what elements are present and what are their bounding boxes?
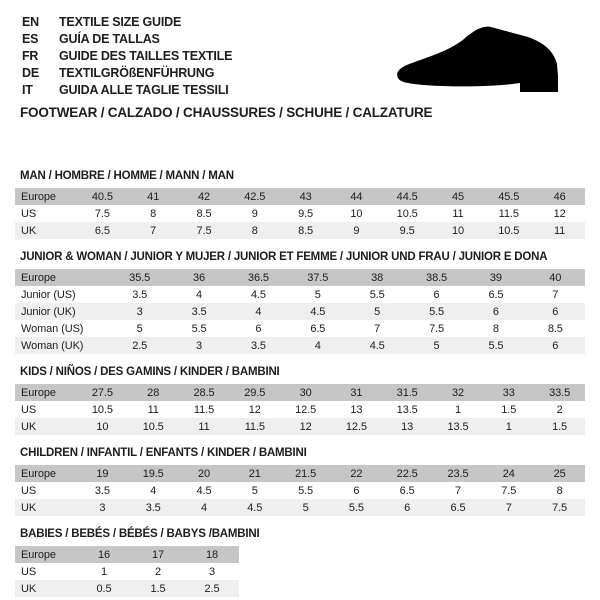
size-cell: 10.5 — [396, 207, 418, 220]
size-cell: 28.5 — [193, 386, 215, 399]
language-code: EN — [22, 14, 39, 29]
row-label: Woman (US) — [21, 322, 84, 335]
size-cell: 4.5 — [310, 305, 326, 318]
size-cell: 4.5 — [247, 501, 263, 514]
section-title: BABIES / BEBÉS / BÉBÉS / BABYS /BAMBINI — [20, 528, 260, 540]
category-title: FOOTWEAR / CALZADO / CHAUSSURES / SCHUHE / CALZATURE — [20, 105, 433, 120]
size-section — [15, 527, 585, 597]
size-cell: 4 — [196, 288, 203, 301]
size-cell: 3 — [136, 305, 143, 318]
size-cell: 8.5 — [196, 207, 212, 220]
size-cell: 6 — [353, 484, 360, 497]
size-cell: 2.5 — [204, 582, 220, 595]
size-cell: 5 — [374, 305, 381, 318]
size-cell: 8 — [492, 322, 499, 335]
size-cell: 10.5 — [142, 420, 164, 433]
size-cell: 12.5 — [295, 403, 317, 416]
size-cell: 11 — [452, 207, 464, 220]
size-cell: 31.5 — [396, 386, 418, 399]
size-cell: 42.5 — [244, 190, 266, 203]
table-row — [15, 222, 585, 239]
size-cell: 25 — [553, 467, 566, 480]
size-cell: 11.5 — [193, 403, 215, 416]
size-cell: 10.5 — [91, 403, 113, 416]
section-title: CHILDREN / INFANTIL / ENFANTS / KINDER / BAMBINI — [20, 447, 307, 459]
size-cell: 4.5 — [369, 339, 385, 352]
size-section — [15, 446, 585, 516]
size-cell: 10 — [96, 420, 109, 433]
size-cell: 3 — [99, 501, 106, 514]
size-cell: 37.5 — [307, 271, 329, 284]
size-cell: 7 — [552, 288, 559, 301]
size-cell: 23.5 — [447, 467, 469, 480]
size-cell: 39 — [489, 271, 502, 284]
size-cell: 44.5 — [396, 190, 418, 203]
language-row — [22, 30, 232, 47]
language-code: ES — [22, 31, 39, 46]
size-cell: 5.5 — [488, 339, 504, 352]
size-cell: 38.5 — [426, 271, 448, 284]
size-cell: 4 — [200, 501, 207, 514]
size-cell: 18 — [205, 548, 219, 561]
size-section — [15, 250, 585, 354]
row-label: Europe — [21, 548, 56, 561]
size-cell: 24 — [502, 467, 515, 480]
size-cell: 1.5 — [150, 582, 166, 595]
size-cell: 31 — [350, 386, 363, 399]
size-cell: 3.5 — [191, 305, 207, 318]
size-cell: 19.5 — [142, 467, 164, 480]
size-table — [15, 546, 239, 597]
row-label: Europe — [21, 386, 56, 399]
size-cell: 38 — [371, 271, 384, 284]
size-cell: 22 — [350, 467, 363, 480]
size-section — [15, 365, 585, 435]
size-cell: 7 — [505, 501, 512, 514]
size-table — [15, 384, 585, 435]
size-cell: 36 — [193, 271, 206, 284]
row-label: UK — [21, 582, 37, 595]
size-cell: 2 — [154, 565, 162, 578]
size-cell: 40 — [549, 271, 562, 284]
language-label: GUIDA ALLE TAGLIE TESSILI — [59, 82, 229, 97]
size-cell: 40.5 — [91, 190, 113, 203]
size-cell: 11 — [147, 403, 159, 416]
size-cell: 19 — [96, 467, 109, 480]
row-label: Europe — [21, 467, 56, 480]
size-cell: 21.5 — [295, 467, 317, 480]
row-label: Junior (US) — [21, 288, 76, 301]
size-cell: 11.5 — [498, 207, 519, 220]
size-cell: 12.5 — [345, 420, 367, 433]
table-row — [15, 384, 585, 401]
size-cell: 11 — [553, 224, 566, 237]
section-title: KIDS / NIÑOS / DES GAMINS / KINDER / BAMBINI — [20, 366, 280, 378]
row-label: UK — [21, 501, 37, 514]
size-cell: 2.5 — [132, 339, 148, 352]
row-label: Junior (UK) — [21, 305, 76, 318]
row-label: Europe — [21, 190, 56, 203]
shoe-icon — [392, 20, 568, 102]
size-cell: 6 — [433, 288, 440, 301]
size-cell: 33.5 — [549, 386, 571, 399]
size-cell: 9.5 — [399, 224, 415, 237]
row-label: Woman (UK) — [21, 339, 84, 352]
size-cell: 8.5 — [298, 224, 314, 237]
section-title: JUNIOR & WOMAN / JUNIOR Y MUJER / JUNIOR ET FEMME / JUNIOR UND FRAU / JUNIOR E DONA — [20, 251, 548, 263]
size-cell: 10 — [350, 207, 363, 220]
size-cell: 1 — [505, 420, 512, 433]
size-cell: 22.5 — [396, 467, 418, 480]
size-cell: 7.5 — [94, 207, 110, 220]
size-cell: 20 — [197, 467, 211, 480]
size-cell: 4.5 — [250, 288, 266, 301]
table-row — [15, 482, 585, 499]
size-cell: 6.5 — [399, 484, 415, 497]
size-cell: 6 — [552, 339, 559, 352]
size-cell: 5 — [314, 288, 321, 301]
size-cell: 1.5 — [501, 403, 517, 416]
table-row — [15, 205, 585, 222]
size-cell: 30 — [299, 386, 312, 399]
language-row — [22, 64, 232, 81]
language-row — [22, 13, 232, 30]
size-cell: 3.5 — [250, 339, 266, 352]
row-label: UK — [21, 224, 37, 237]
size-cell: 6.5 — [310, 322, 326, 335]
size-cell: 45 — [451, 190, 464, 203]
size-cell: 46 — [553, 190, 566, 203]
size-cell: 44 — [350, 190, 363, 203]
language-label: GUÍA DE TALLAS — [59, 31, 160, 46]
size-cell: 10.5 — [498, 224, 520, 237]
size-cell: 3.5 — [94, 484, 110, 497]
size-tables-area — [15, 169, 585, 600]
language-code: FR — [22, 48, 39, 63]
size-cell: 7 — [454, 484, 461, 497]
size-cell: 36.5 — [247, 271, 269, 284]
size-cell: 5.5 — [348, 501, 364, 514]
size-cell: 5.5 — [298, 484, 314, 497]
size-cell: 17 — [151, 548, 165, 561]
table-row — [15, 303, 585, 320]
size-cell: 4 — [314, 339, 321, 352]
row-label: UK — [21, 420, 37, 433]
size-table — [15, 269, 585, 354]
size-cell: 8 — [150, 207, 157, 220]
size-cell: 4.5 — [196, 484, 212, 497]
size-cell: 9.5 — [298, 207, 314, 220]
size-cell: 6 — [404, 501, 411, 514]
size-cell: 29.5 — [244, 386, 266, 399]
language-list — [22, 13, 232, 98]
size-cell: 13.5 — [447, 420, 469, 433]
row-label: US — [21, 484, 37, 497]
size-table — [15, 188, 585, 239]
size-cell: 2 — [556, 403, 563, 416]
size-cell: 1 — [100, 565, 108, 578]
size-cell: 33 — [502, 386, 515, 399]
size-cell: 21 — [248, 467, 261, 480]
size-cell: 5.5 — [369, 288, 385, 301]
size-cell: 5 — [302, 501, 309, 514]
size-cell: 12 — [299, 420, 312, 433]
size-cell: 12 — [553, 207, 566, 220]
size-cell: 16 — [97, 548, 111, 561]
size-cell: 7.5 — [196, 224, 212, 237]
size-cell: 7 — [150, 224, 157, 237]
language-label: TEXTILGRÖßENFÜHRUNG — [59, 65, 215, 80]
size-cell: 7.5 — [429, 322, 445, 335]
size-cell: 6.5 — [94, 224, 110, 237]
row-label: US — [21, 207, 37, 220]
size-cell: 6 — [255, 322, 262, 335]
size-cell: 27.5 — [91, 386, 113, 399]
size-table — [15, 465, 585, 516]
size-cell: 4 — [150, 484, 157, 497]
size-cell: 35.5 — [129, 271, 151, 284]
size-cell: 28 — [147, 386, 160, 399]
size-cell: 10 — [451, 224, 464, 237]
size-cell: 45.5 — [498, 190, 520, 203]
size-cell: 7.5 — [501, 484, 517, 497]
size-cell: 9 — [353, 224, 360, 237]
size-cell: 41 — [147, 190, 160, 203]
table-row — [15, 563, 239, 580]
size-cell: 43 — [299, 190, 312, 203]
table-row — [15, 269, 585, 286]
table-row — [15, 499, 585, 516]
size-cell: 5.5 — [429, 305, 445, 318]
section-title: MAN / HOMBRE / HOMME / MANN / MAN — [20, 170, 234, 182]
row-label: US — [21, 403, 37, 416]
size-cell: 11 — [198, 420, 210, 433]
size-cell: 8 — [251, 224, 258, 237]
language-row — [22, 47, 232, 64]
size-cell: 42 — [197, 190, 211, 203]
size-cell: 13 — [350, 403, 363, 416]
size-cell: 3 — [196, 339, 203, 352]
table-row — [15, 465, 585, 482]
table-row — [15, 286, 585, 303]
size-cell: 13.5 — [396, 403, 418, 416]
size-cell: 11.5 — [244, 420, 265, 433]
size-cell: 13 — [401, 420, 414, 433]
size-cell: 5 — [433, 339, 440, 352]
size-cell: 4 — [255, 305, 262, 318]
size-cell: 1.5 — [552, 420, 568, 433]
size-cell: 5 — [251, 484, 258, 497]
size-cell: 12 — [248, 403, 261, 416]
language-label: TEXTILE SIZE GUIDE — [59, 14, 182, 29]
size-cell: 7.5 — [552, 501, 568, 514]
table-row — [15, 401, 585, 418]
table-row — [15, 418, 585, 435]
table-row — [15, 546, 239, 563]
table-row — [15, 580, 239, 597]
table-row — [15, 337, 585, 354]
language-code: IT — [22, 82, 33, 97]
size-cell: 6.5 — [450, 501, 466, 514]
size-cell: 5.5 — [191, 322, 207, 335]
size-cell: 5 — [136, 322, 143, 335]
size-cell: 3.5 — [132, 288, 148, 301]
size-cell: 1 — [454, 403, 461, 416]
row-label: US — [21, 565, 37, 578]
size-cell: 6 — [552, 305, 559, 318]
size-cell: 8 — [556, 484, 563, 497]
language-label: GUIDE DES TAILLES TEXTILE — [59, 48, 233, 63]
table-row — [15, 188, 585, 205]
size-cell: 6 — [492, 305, 499, 318]
size-cell: 7 — [374, 322, 381, 335]
row-label: Europe — [21, 271, 56, 284]
language-code: DE — [22, 65, 39, 80]
size-cell: 9 — [251, 207, 258, 220]
size-cell: 8.5 — [547, 322, 563, 335]
size-cell: 0.5 — [96, 582, 112, 595]
size-cell: 3.5 — [145, 501, 161, 514]
size-cell: 6.5 — [488, 288, 504, 301]
table-row — [15, 320, 585, 337]
language-row — [22, 81, 232, 98]
size-cell: 32 — [451, 386, 464, 399]
size-section — [15, 169, 585, 239]
size-cell: 3 — [208, 565, 216, 578]
